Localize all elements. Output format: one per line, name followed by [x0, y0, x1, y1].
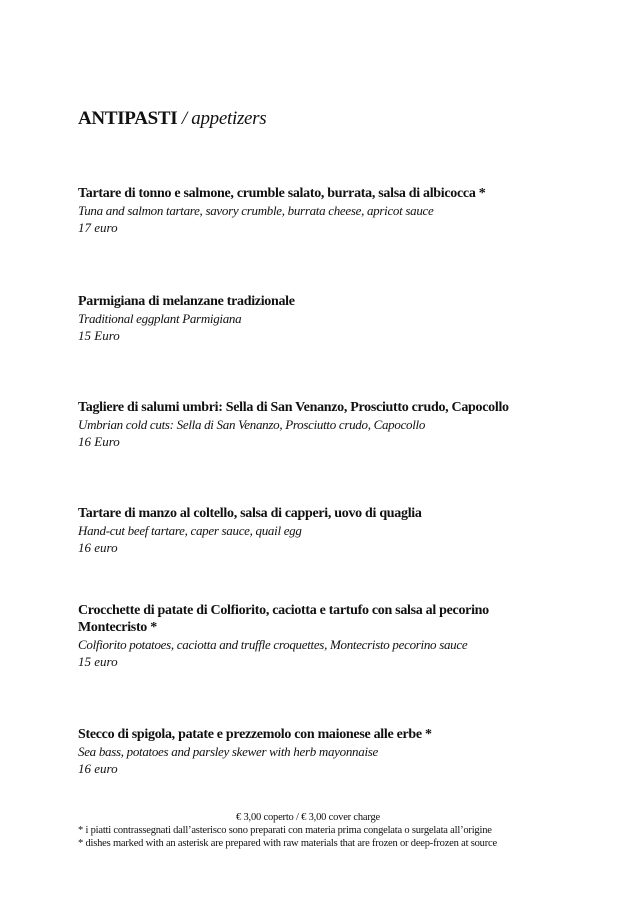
asterisk-note-english: * dishes marked with an asterisk are prepared with raw materials that are frozen or deep-frozen at source — [78, 838, 497, 849]
menu-item-description: Tuna and salmon tartare, savory crumble, burrata cheese, apricot sauce — [78, 203, 434, 218]
menu-item-description: Colfiorito potatoes, caciotta and truffle croquettes, Montecristo pecorino sauce — [78, 637, 468, 652]
menu-item-price: 16 euro — [78, 761, 118, 776]
menu-item-price: 17 euro — [78, 220, 118, 235]
section-title-italian: ANTIPASTI — [78, 108, 178, 129]
menu-footer — [78, 811, 538, 850]
menu-item — [78, 505, 558, 556]
menu-item-name: Stecco di spigola, patate e prezzemolo con maionese alle erbe * — [78, 727, 432, 742]
menu-item — [78, 602, 518, 670]
menu-item-price: 16 Euro — [78, 434, 120, 449]
menu-item — [78, 726, 558, 777]
menu-item-name: Tagliere di salumi umbri: Sella di San Venanzo, Prosciutto crudo, Capocollo — [78, 400, 509, 415]
menu-item-name: Tartare di manzo al coltello, salsa di capperi, uovo di quaglia — [78, 506, 422, 521]
menu-item-description: Umbrian cold cuts: Sella di San Venanzo, Prosciutto crudo, Capocollo — [78, 417, 426, 432]
menu-item-description: Sea bass, potatoes and parsley skewer with herb mayonnaise — [78, 744, 378, 759]
menu-item-price: 15 euro — [78, 654, 118, 669]
menu-item — [78, 185, 558, 236]
asterisk-note-italian: * i piatti contrassegnati dall’asterisco sono preparati con materia prima congelata o surgelata all’origine — [78, 825, 492, 836]
menu-item — [78, 293, 558, 344]
cover-charge: € 3,00 coperto / € 3,00 cover charge — [236, 812, 380, 823]
menu-item-price: 16 euro — [78, 540, 118, 555]
menu-item-name: Tartare di tonno e salmone, crumble salato, burrata, salsa di albicocca * — [78, 186, 486, 201]
section-title — [78, 108, 266, 130]
section-title-separator: / — [177, 108, 192, 129]
menu-item-price: 15 Euro — [78, 328, 120, 343]
section-title-english: appetizers — [191, 108, 267, 129]
menu-item — [78, 399, 558, 450]
menu-item-name: Parmigiana di melanzane tradizionale — [78, 294, 295, 309]
menu-item-name: Crocchette di patate di Colfiorito, caciotta e tartufo con salsa al pecorino Montecristo * — [78, 603, 489, 635]
menu-item-description: Traditional eggplant Parmigiana — [78, 311, 242, 326]
menu-item-description: Hand-cut beef tartare, caper sauce, quail egg — [78, 523, 302, 538]
